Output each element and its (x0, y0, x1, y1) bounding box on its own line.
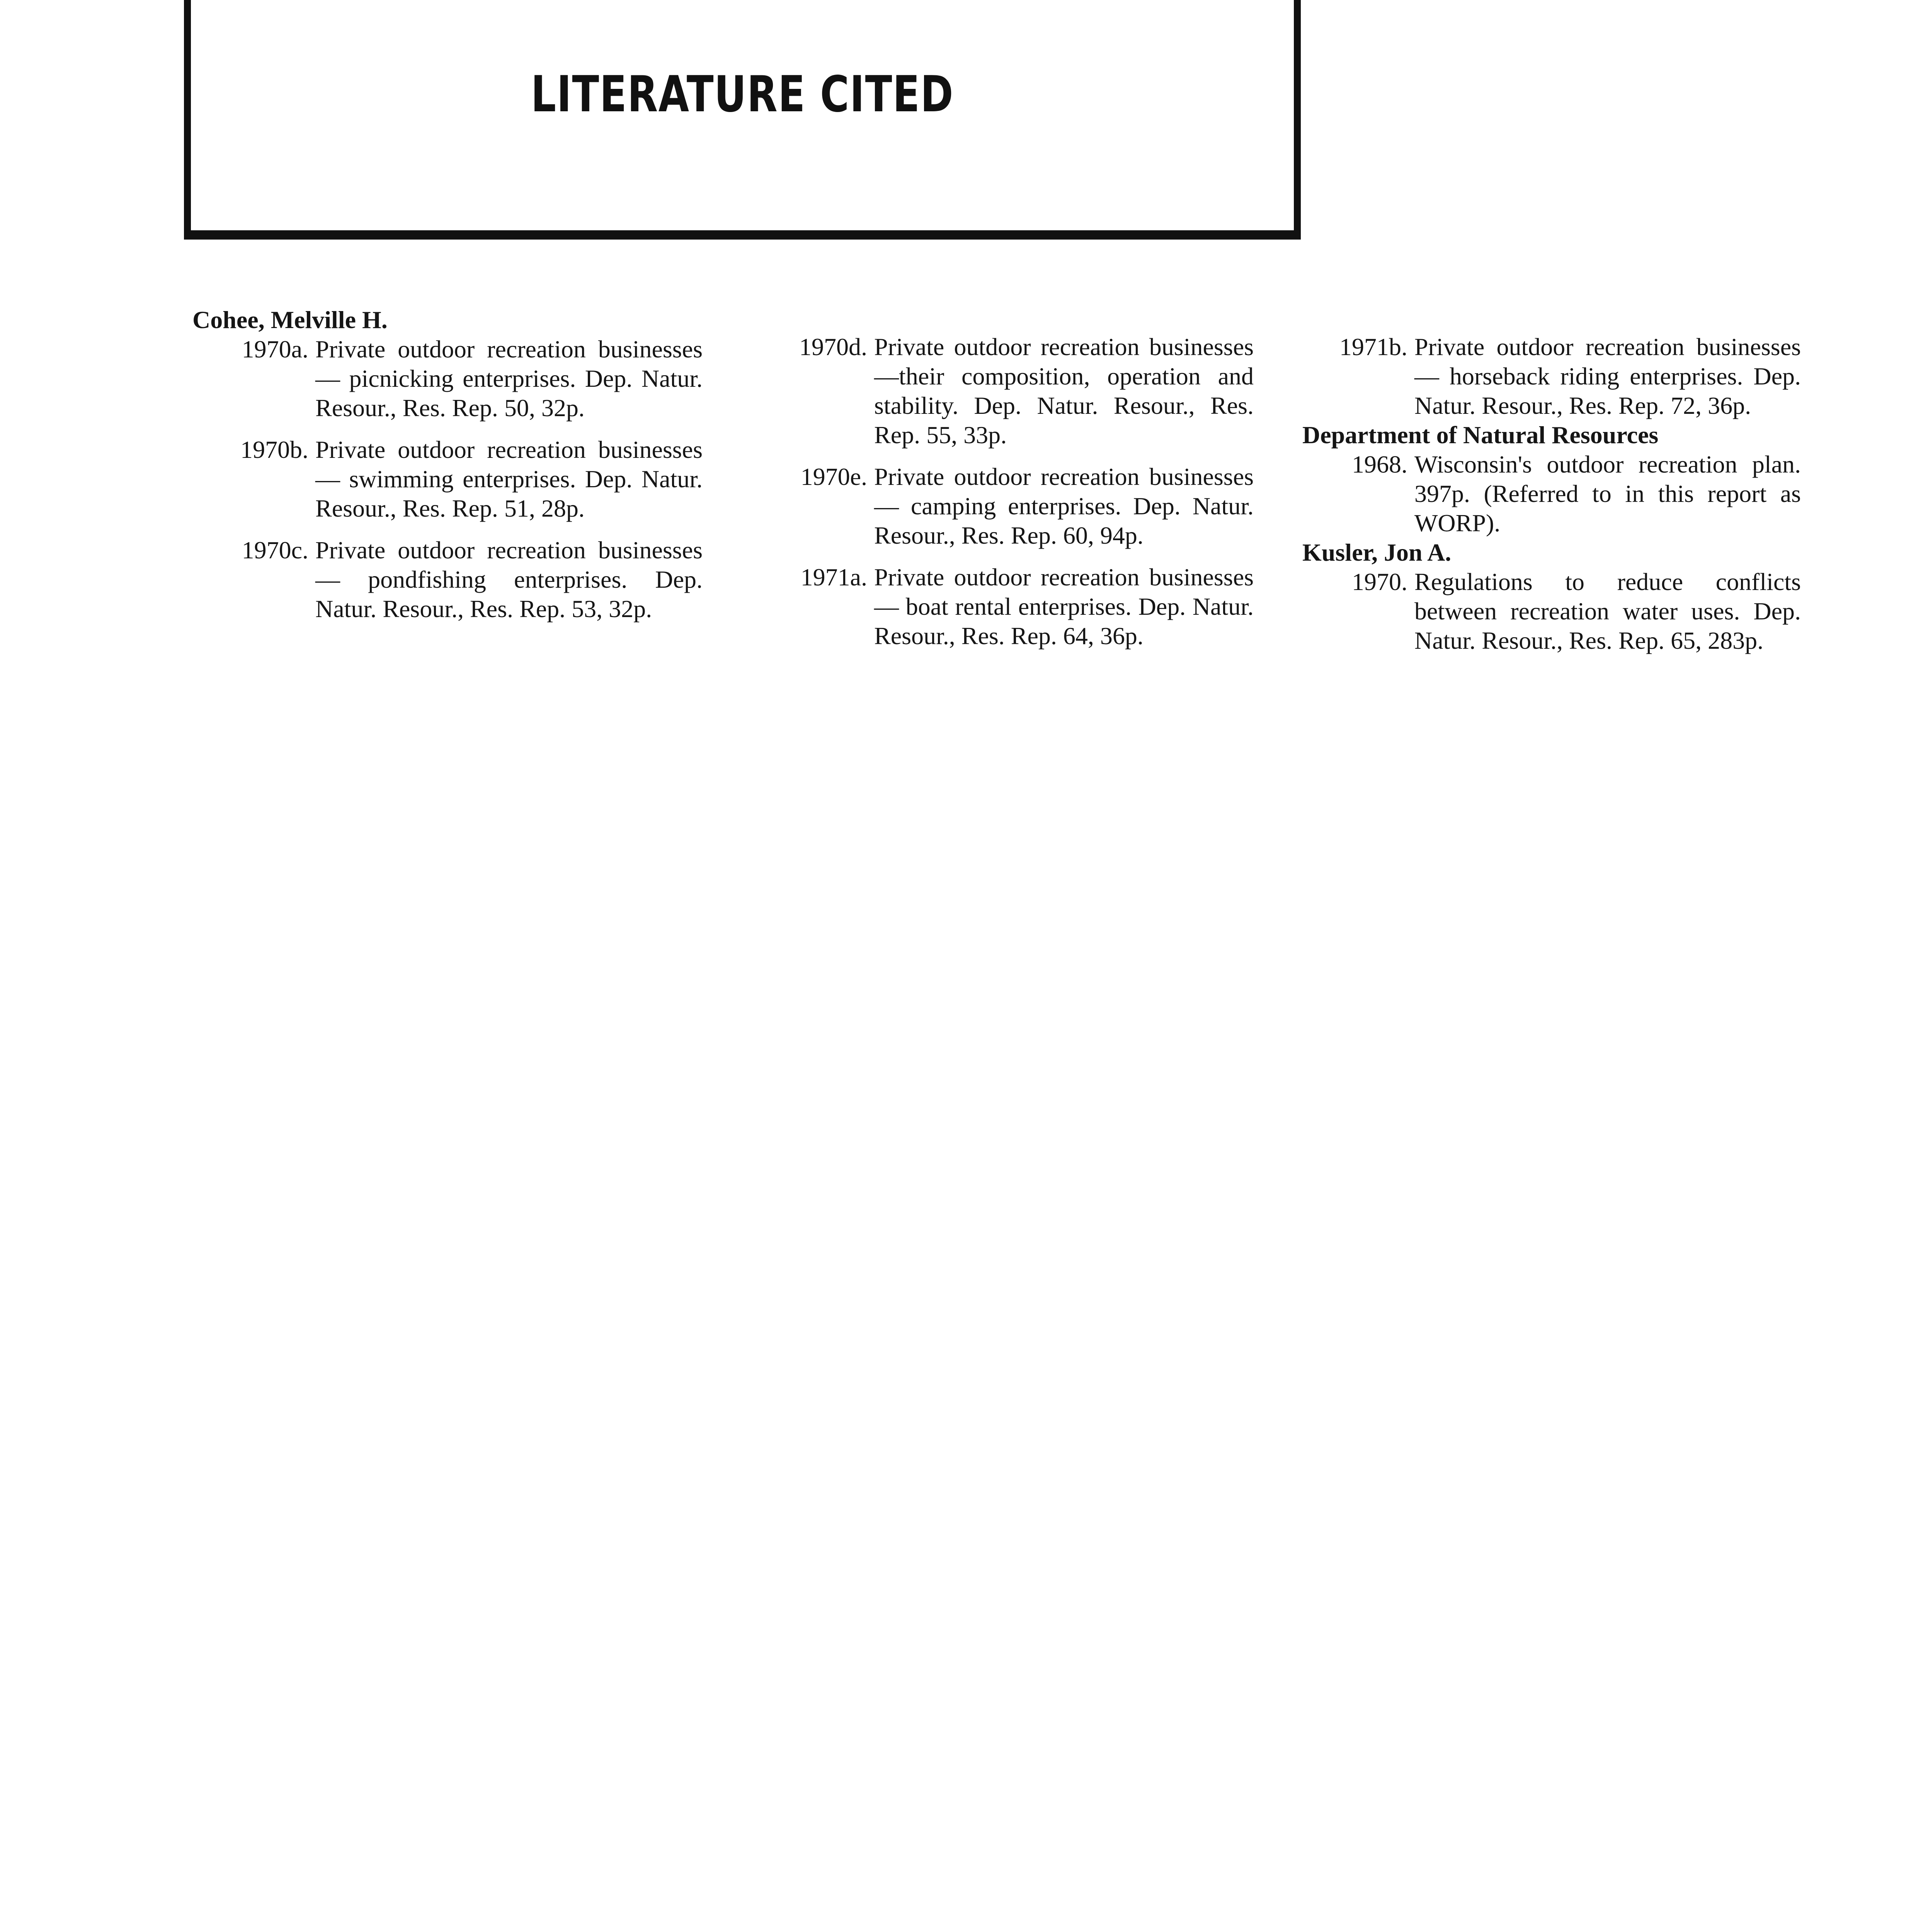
reference-entry (778, 563, 1254, 651)
reference-text: Private outdoor recreation businesses — swimming enterprises. Dep. Natur. Resour., Res. Rep. 51, 28p. (315, 436, 703, 522)
references-column-3 (1302, 332, 1801, 655)
reference-entry (1302, 450, 1801, 538)
references-column-2 (778, 332, 1254, 663)
references-column-1 (192, 305, 703, 636)
reference-year: 1970e. (800, 463, 867, 490)
reference-year: 1970. (1352, 568, 1407, 595)
reference-year: 1971b. (1339, 333, 1407, 361)
reference-text: Private outdoor recreation businesses—their composition, operation and stability. Dep. Natur. Resour., Res. Rep. 55, 33p. (874, 333, 1254, 449)
page-title: LITERATURE CITED (531, 66, 954, 123)
reference-year: 1968. (1352, 451, 1407, 478)
reference-text: Private outdoor recreation businesses — pondfishing enterprises. Dep. Natur. Resour., Res. Rep. 53, 32p. (315, 536, 703, 622)
reference-text: Private outdoor recreation businesses — boat rental enterprises. Dep. Natur. Resour., Res. Rep. 64, 36p. (874, 563, 1254, 650)
reference-entry (192, 536, 703, 624)
reference-entry (192, 435, 703, 523)
reference-year: 1971a. (800, 563, 867, 591)
reference-entry (1302, 332, 1801, 420)
reference-text: Private outdoor recreation businesses — horseback riding enterprises. Dep. Natur. Resour., Res. Rep. 72, 36p. (1414, 333, 1801, 419)
reference-author: Kusler, Jon A. (1302, 539, 1452, 566)
reference-entry (778, 462, 1254, 550)
reference-text: Regulations to reduce conflicts between recreation water uses. Dep. Natur. Resour., Res. Rep. 65, 283p. (1414, 568, 1801, 654)
reference-entry (778, 332, 1254, 450)
reference-text: Private outdoor recreation businesses — picnicking enterprises. Dep. Natur. Resour., Res. Rep. 50, 32p. (315, 335, 703, 422)
reference-author: Department of Natural Resources (1302, 421, 1659, 449)
reference-text: Wisconsin's outdoor recreation plan. 397p. (Referred to in this report as WORP). (1414, 451, 1801, 537)
reference-year: 1970d. (799, 333, 867, 361)
reference-text: Private outdoor recreation businesses — camping enterprises. Dep. Natur. Resour., Res. Rep. 60, 94p. (874, 463, 1254, 549)
reference-entry (1302, 567, 1801, 655)
title-box (184, 0, 1301, 240)
reference-year: 1970a. (242, 335, 308, 363)
reference-author: Cohee, Melville H. (192, 306, 388, 333)
reference-year: 1970c. (242, 536, 308, 564)
reference-entry (192, 335, 703, 423)
reference-year: 1970b. (240, 436, 308, 463)
